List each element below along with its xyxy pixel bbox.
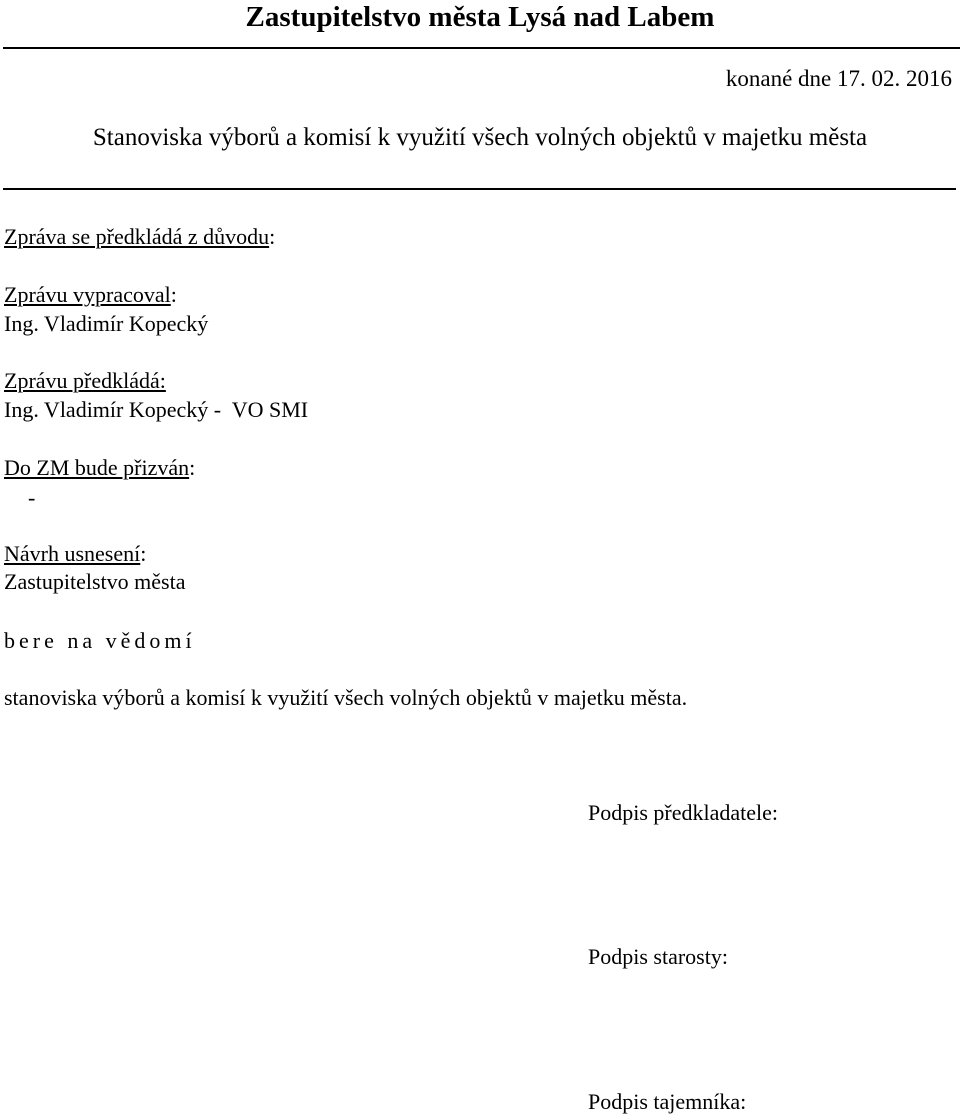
proposal-body: Zastupitelstvo města	[4, 569, 186, 594]
signature-submitter: Podpis předkladatele:	[588, 800, 779, 825]
signature-mayor: Podpis starosty:	[588, 944, 728, 969]
submitted-by-label: Zprávu předkládá:	[4, 368, 166, 393]
proposal-label: Návrh usnesení	[4, 541, 141, 566]
submitted-by-value: Ing. Vladimír Kopecký - VO SMI	[4, 397, 309, 422]
signature-secretary: Podpis tajemníka:	[588, 1089, 747, 1114]
report-subject: Stanoviska výborů a komisí k využití všech volných objektů v majetku města	[92, 124, 868, 151]
subject-divider	[3, 188, 956, 190]
proposal-row: Návrh usnesení:	[4, 541, 147, 566]
reason-label: Zpráva se předkládá z důvodu	[4, 224, 270, 249]
page-title: Zastupitelstvo města Lysá nad Labem	[245, 1, 715, 33]
prepared-by-label: Zprávu vypracoval	[4, 282, 171, 307]
invited-row: Do ZM bude přizván:	[4, 455, 196, 480]
invited-label: Do ZM bude přizván	[4, 455, 190, 480]
meeting-date: konané dne 17. 02. 2016	[725, 66, 952, 91]
prepared-by-row: Zprávu vypracoval:	[4, 282, 177, 307]
invited-value: -	[28, 485, 36, 510]
prepared-by-value: Ing. Vladimír Kopecký	[4, 311, 209, 336]
proposal-text: stanoviska výborů a komisí k využití všech volných objektů v majetku města.	[4, 685, 688, 710]
reason-row: Zpráva se předkládá z důvodu:	[4, 224, 276, 249]
proposal-action: bere na vědomí	[4, 628, 196, 653]
header-divider	[3, 47, 960, 49]
